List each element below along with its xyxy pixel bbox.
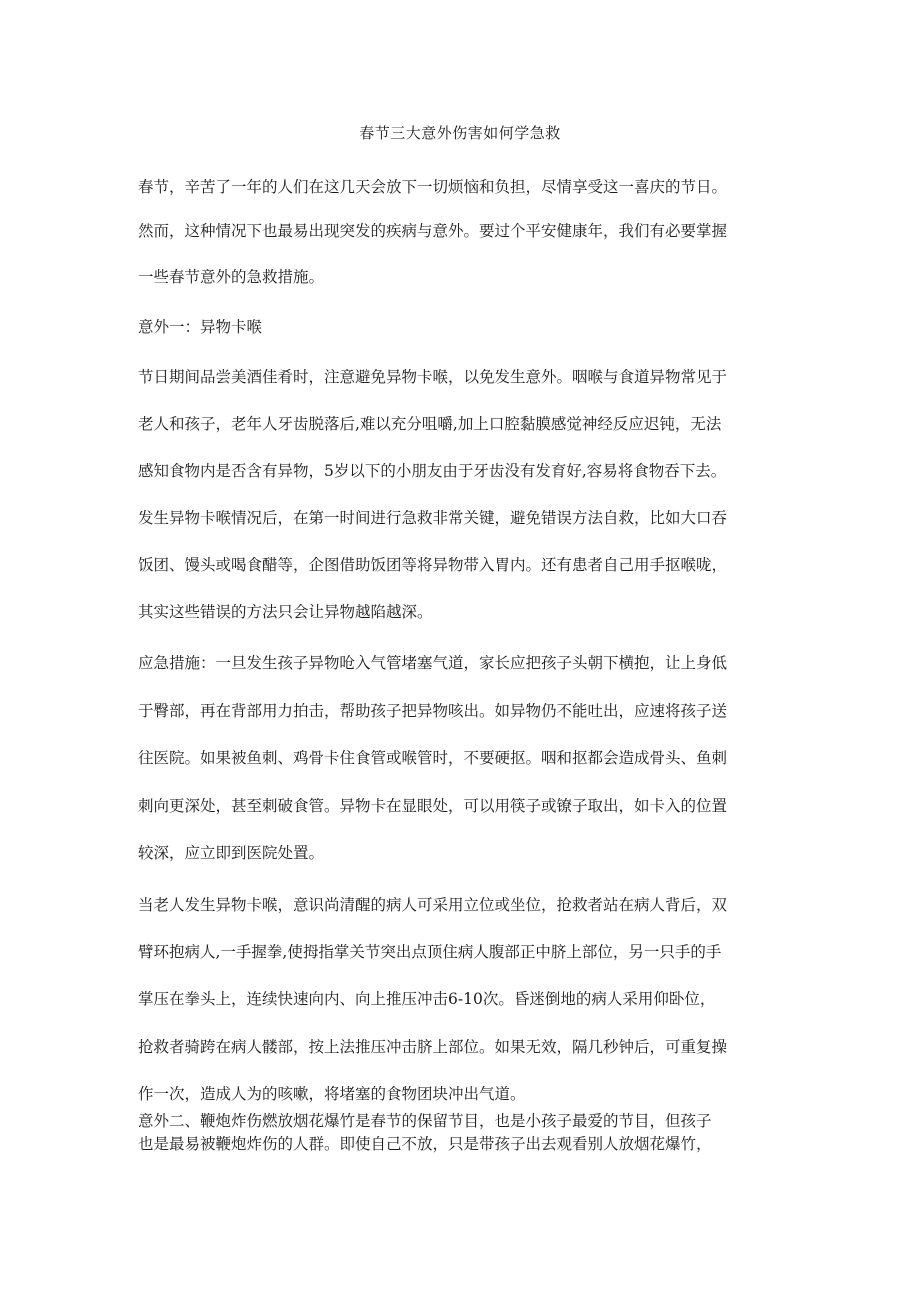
intro-line-3: 一些春节意外的急救措施。 [138,268,325,286]
paragraph-line: 往医院。如果被鱼刺、鸡骨卡住食管或喉管时，不要硬抠。咽和抠都会造成骨头、鱼刺 [138,749,728,767]
paragraph-line: 作一次，造成人为的咳嗽，将堵塞的食物团块冲出气道。 [138,1085,526,1103]
paragraph-line: 节日期间品尝美酒佳肴时，注意避免异物卡喉，以免发生意外。咽喉与食道异物常见于 [138,368,728,386]
paragraph-line: 发生异物卡喉情况后，在第一时间进行急救非常关键，避免错误方法自救，比如大口吞 [138,509,728,527]
paragraph-line: 抢救者骑跨在病人髅部，按上法推压冲击脐上部位。如果无效，隔几秒钟后，可重复操 [138,1038,728,1056]
intro-line-2: 然而，这种情况下也最易出现突发的疾病与意外。要过个平安健康年，我们有必要掌握 [138,222,728,240]
document-title: 春节三大意外伤害如何学急救 [359,124,561,142]
paragraph-line: 饭团、馒头或喝食醋等，企图借助饭团等将异物带入胃内。还有患者自己用手抠喉咙， [138,556,728,574]
paragraph-line: 较深，应立即到医院处置。 [138,844,325,862]
paragraph-line: 于臀部，再在背部用力拍击，帮助孩子把异物咳出。如异物仍不能吐出，应速将孩子送 [138,702,728,720]
paragraph-line: 刺向更深处，甚至刺破食管。异物卡在显眼处，可以用筷子或镣子取出，如卡入的位置 [138,797,728,815]
paragraph-line: 也是最易被鞭炮炸伤的人群。即使自己不放，只是带孩子出去观看别人放烟花爆竹， [138,1135,712,1153]
paragraph-line: 臂环抱病人,一手握拳,使拇指掌关节突出点顶住病人腹部正中脐上部位，另一只手的手 [138,943,722,961]
paragraph-line: 当老人发生异物卡喉，意识尚清醒的病人可采用立位或坐位，抢救者站在病人背后，双 [138,896,728,914]
section1-heading: 意外一：异物卡喉 [138,318,263,336]
paragraph-line: 应急措施：一旦发生孩子异物呛入气管堵塞气道，家长应把孩子头朝下横抱，让上身低 [138,654,728,672]
intro-line-1: 春节，辛苦了一年的人们在这几天会放下一切烦恼和负担，尽情享受这一喜庆的节日。 [138,178,728,196]
paragraph-line: 感知食物内是否含有异物，5岁以下的小朋友由于牙齿没有发育好,容易将食物吞下去。 [138,462,727,480]
paragraph-line: 掌压在拳头上，连续快速向内、向上推压冲击6-10次。昏迷倒地的病人采用仰卧位， [138,990,716,1008]
paragraph-line: 老人和孩子，老年人牙齿脱落后,难以充分咀嚼,加上口腔黏膜感觉神经反应迟钝，无法 [138,415,722,433]
paragraph-line: 其实这些错误的方法只会让异物越陷越深。 [138,603,433,621]
paragraph-line: 意外二、鞭炮炸伤燃放烟花爆竹是春节的保留节目，也是小孩子最爱的节目，但孩子 [138,1112,712,1130]
